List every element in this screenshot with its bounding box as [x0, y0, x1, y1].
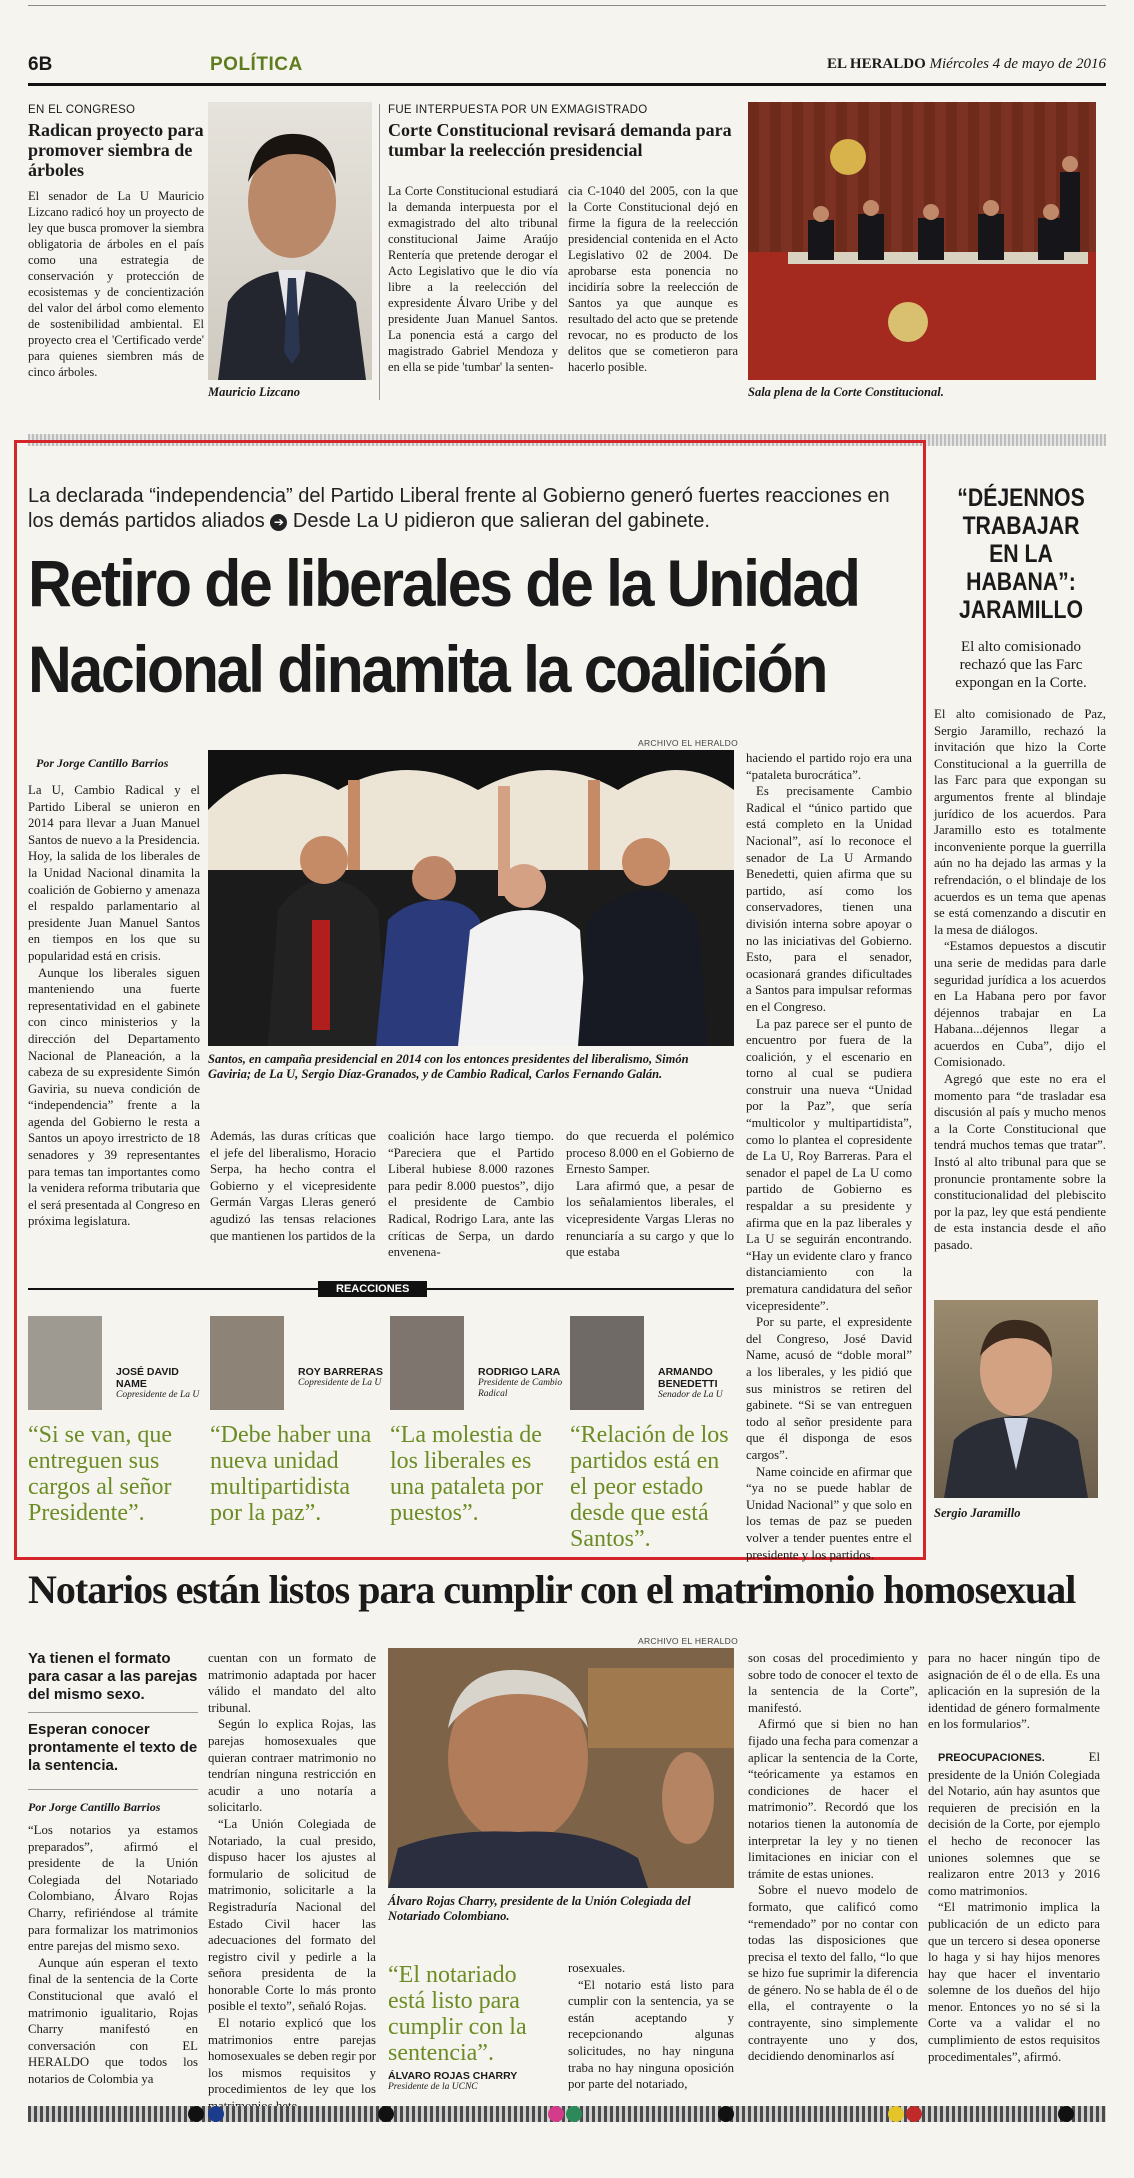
paragraph: do que recuerda el polémico proceso 8.000 en el Gobierno de Ernesto Samper.: [566, 1129, 734, 1177]
paragraph: La U, Cambio Radical y el Partido Liberal se unieron en 2014 para llevar a Juan Manuel Santos de nuevo a la Presidencia. Hoy, la salida de los liberales de la Unidad Nacional dinamita la coalición de Gobierno y amenaza el respaldo parlamentario al presidente Juan Manuel Santos en tiempos en los que su popularidad está en crisis.: [28, 783, 200, 963]
arrow-right-icon: ➔: [270, 514, 287, 531]
reaction-person: JOSÉ DAVID NAME: [116, 1366, 179, 1390]
registration-mark: [1058, 2106, 1074, 2122]
registration-mark: [548, 2106, 564, 2122]
photo-campaign: [208, 750, 734, 1046]
court-illustration: [748, 102, 1096, 380]
bottom-col4: [748, 1650, 918, 2065]
paragraph: “Estamos depuestos a discutir una serie de medidas para darle seguridad jurídica a los acuerdos en La Habana pero por favor déjennos trabajar en La Habana...déjennos llegar a acuerdos en Cuba”, dijo el Comisionado.: [934, 939, 1106, 1070]
brief-court-col2: cia C-1040 del 2005, con la que la Corte Constitucional dejó en firme la figura de la reelección presidencial contenida en el Acto Legislativo 02 de 2004. De aprobarse esta ponencia no incidiría sobre la reelección de Santos ya que aunque es resultado del acto que se pretende revocar, no es producto de los delitos que se cometieron para hacerlo posible.: [568, 184, 738, 374]
brief-title: Corte Constitucional revisará demanda para tumbar la reelección presidencial: [388, 120, 732, 160]
photo-credit: ARCHIVO EL HERALDO: [638, 1636, 739, 1646]
paragraph: Es precisamente Cambio Radical el “único partido que está completo en la Unidad Nacional”, así lo reconoce el senador de La U Armando Benedetti, quien afirma que su partido, así como los conservadores, tienen una división interna sobre apoyar o no las iniciativas del Gobierno. Esto, para el senador, ocasionará grandes dificultades a Santos para impulsar reformas en el Congreso.: [746, 784, 912, 1014]
paragraph: “El matrimonio implica la publicación de un edicto para que un tercero si desea oponerse lo haga y si hay hijos menores hay que hacer el inventario solemne de los dueños del hijo menor. Entonces yo no sé si la Corte va a validar el no cumplimiento de estos requisitos procedimentales”, afirmó.: [928, 1900, 1100, 2064]
pull-quote: “El notariado está listo para cumplir con la sentencia”.: [388, 1962, 527, 2066]
reaction-barreras: [210, 1316, 390, 1526]
reaction-person: RODRIGO LARA: [478, 1366, 561, 1378]
photo-lizcano: [208, 102, 372, 380]
brief-court: [388, 104, 738, 160]
brief-kicker: FUE INTERPUESTA POR UN EXMAGISTRADO: [388, 104, 648, 116]
paper-date: [827, 56, 1106, 73]
bottom-col1: [28, 1822, 198, 2088]
reaction-role: Senador de La U: [658, 1390, 723, 1400]
paragraph-text: El presidente de la Unión Colegiada del Notario, aún hay asuntos que requieren de precisión en la decisión de la Corte, por ejemplo el hecho de reconocer las uniones solemnes que se realizaron entre 2013 y 2016 como matrimonios.: [928, 1749, 1100, 1898]
teaser-2: Esperan conocer prontamente el texto de la sentencia.: [28, 1721, 198, 1790]
avatar: [570, 1316, 644, 1410]
photo-credit: ARCHIVO EL HERALDO: [638, 738, 739, 748]
paragraph: Afirmó que si bien no han fijado una fecha para comenzar a aplicar la sentencia de la Corte, “teóricamente ya estamos en condiciones de hacer el matrimonio”. Recordó que los notarios tienen la autonomía de interpretar la ley y no tienen limitaciones en iniciar con el trámite de estas uniones.: [748, 1717, 918, 1881]
registration-mark: [718, 2106, 734, 2122]
paragraph: [928, 1749, 1100, 1899]
reaction-person: ROY BARRERAS: [298, 1366, 383, 1378]
paragraph: son cosas del procedimiento y sobre todo de conocer el texto de la sentencia de la Corte”, manifestó.: [748, 1651, 918, 1715]
reaction-id: [478, 1366, 568, 1400]
sidebar-body: [934, 706, 1106, 1254]
paragraph: La paz parece ser el punto de encuentro por fuera de la coalición, y el escenario en torno al cual se pudiera construir una nueva “Unidad por la Paz”, que sería “multicolor y multipartidista”, como lo plantea el copresidente de La U, Roy Barreras. Para el senador el papel de La U como partido de Gobierno es respaldar a su presidente y afirma que en la paz liberales y La U se seguirán encontrando. “Hay un evidente claro y franco distanciamiento con la prematura candidatura del señor vicepresidente”.: [746, 1016, 912, 1313]
reaction-id: [116, 1366, 206, 1401]
photo-court-plenary: [748, 102, 1096, 380]
brief-title: Radican proyecto para promover siembra de árboles: [28, 120, 204, 180]
portrait-illustration: [208, 102, 372, 380]
lead-text-b: Desde La U pidieron que salieran del gabinete.: [292, 510, 710, 532]
paragraph: Aunque aún esperan el texto final de la sentencia de la Corte Constitucional que avaló el matrimonio igualitario, Rojas Charry manifestó en conversación con EL HERALDO que todos los notarios de Colombia ya: [28, 1955, 198, 2086]
photo-caption-campaign: Santos, en campaña presidencial en 2014 con los entonces presidentes del liberalismo, Simón Gaviria; de La U, Sergio Díaz-Granados, y de Cambio Radical, Carlos Fernando Galán.: [208, 1052, 689, 1081]
reaction-quote: “Si se van, que entreguen sus cargos al señor Presidente”.: [28, 1422, 172, 1526]
reaction-benedetti: [570, 1316, 742, 1552]
reaction-role: Presidente de Cambio Radical: [478, 1378, 563, 1399]
reaction-role: Copresidente de La U: [298, 1378, 382, 1388]
feature-col1: [28, 782, 200, 1230]
portrait-illustration: [388, 1648, 734, 1888]
paragraph: El notario explicó que los matrimonios entre parejas homosexuales se deben regir por los mismos requisitos y procedimientos de ley que los: [208, 2016, 376, 2097]
photo-caption-court: Sala plena de la Corte Constitucional.: [748, 385, 944, 399]
paragraph: Por su parte, el expresidente del Congreso, José David Name, acusó de “doble moral” a los liberales, y les pidió que sus ministros se retiren del gabinete. “Si se van entreguen todo al señor presidente para que él disponga de esos cargos”.: [746, 1315, 912, 1462]
lead-text: La declarada “independencia” del Partido Liberal frente al Gobierno generó fuertes reacciones en los demás partidos aliados: [28, 485, 890, 532]
paragraph: haciendo el partido rojo era una “pataleta burocrática”.: [746, 751, 912, 782]
paragraph: “Los notarios ya estamos preparados”, afirmó el presidente de la Unión Colegiada del Notariado Colombiano, Álvaro Rojas Charry, refiriéndose al trámite para formalizar los matrimonios entre parejas del mismo sexo.: [28, 1823, 198, 1954]
photo-jaramillo: [934, 1300, 1098, 1498]
brief-trees: [28, 104, 204, 380]
paragraph: Según lo explica Rojas, las parejas homosexuales que quieran contraer matrimonio no tendrían ninguna restricción en acudir a uno notaría a solicitarlo.: [208, 1717, 376, 1815]
brief-court-col1: La Corte Constitucional estudiará la demanda interpuesta por el exmagistrado del alto tribunal constitucional Jaime Araújo Rentería que pretende derogar el Acto Legislativo que le dio vía libre a la reelección del expresidente Álvaro Uribe y del presidente Juan Manuel Santos. La ponencia está a cargo del magistrado Gabriel Mendoza y en ella se pide 'tumbar' la senten-: [388, 184, 558, 374]
campaign-illustration: [208, 750, 734, 1046]
avatar: [210, 1316, 284, 1410]
bottom-headline: Notarios están listos para cumplir con el matrimonio homosexual: [28, 1567, 1076, 1612]
bottom-col3: [568, 1960, 734, 2093]
paragraph: “El notario está listo para cumplir con la sentencia, ya se están aceptando y recepcionando algunas solicitudes, no hay ninguna traba no hay ninguna oposición por parte del notariado,: [568, 1977, 734, 2092]
sidebar-headline: “DÉJENNOS TRABAJAR EN LA HABANA”: JARAMILLO: [957, 484, 1085, 624]
paragraph: rosexuales.: [568, 1961, 626, 1975]
brief-kicker: EN EL CONGRESO: [28, 104, 136, 116]
reaction-quote: “Debe haber una nueva unidad multipartidista por la paz”.: [210, 1422, 372, 1526]
registration-mark: [188, 2106, 204, 2122]
reaction-name: [28, 1316, 208, 1526]
photo-caption-jaramillo: Sergio Jaramillo: [934, 1506, 1021, 1520]
paragraph: Aunque los liberales siguen manteniendo una fuerte representatividad en el gabinete con cinco ministerios y la dirección del Departamento Nacional de Planeación, a la cabeza de su expresidente Simón Gaviria, su nueva condición de “independencia” frente a la agenda del Gobierno le resta a Santos un apoyo irrestricto de 18 senadores y 39 representantes para temas tan importantes como la venidera reforma tributaria que el será presentada al Congreso en próxima legislatura.: [28, 965, 200, 1229]
reaction-quote: “La molestia de los liberales es una pataleta por puestos”.: [390, 1422, 544, 1526]
photo-caption-rojas: Álvaro Rojas Charry, presidente de la Unión Colegiada del Notariado Colombiano.: [388, 1894, 691, 1923]
avatar: [28, 1316, 102, 1410]
registration-mark: [378, 2106, 394, 2122]
feature-headline-line1: Retiro de liberales de la Unidad: [28, 546, 859, 620]
page-number: 6B: [28, 54, 53, 75]
sidebar-subhead: El alto comisionado rechazó que las Farc expongan en la Corte.: [955, 639, 1087, 691]
paragraph: “La Unión Colegiada de Notariado, la cual presido, dispuso hacer los ajustes al formulario de solicitud de matrimonio, solicitarle a la Registraduría Nacional del Estado Civil hacer las adecuaciones del formato del registro civil y pedirle a la señora presidenta de la honorable Corte lo más pronto posible el texto”, señaló Rojas.: [208, 1816, 376, 2014]
bottom-col2: [208, 1650, 376, 2115]
portrait-illustration: [934, 1300, 1098, 1498]
pull-quote-name: ÁLVARO ROJAS CHARRY: [388, 2070, 518, 2082]
brief-body: El senador de La U Mauricio Lizcano radicó hoy un proyecto de ley que busca promover la siembra obligatoria de árboles en el país como una estrategia de conservación y protección de ecosistemas y de concientización del valor del árbol como elemento de sostenibilidad ambiental. El proyecto crea el 'Certificado verde' para quienes siembren más de cinco árboles.: [28, 189, 204, 379]
paragraph: Agregó que este no era el momento para “de trasladar esa discusión al país y mucho menos a la Corte Constitucional que tendrá muchos temas que tratar”. Instó al alto tribunal para que se pronuncie prontamente sobre la constitucionalidad del plebiscito por la paz, ley que está pendiente de esta instancia desde el año pasado.: [934, 1072, 1106, 1252]
reaction-lara: [390, 1316, 570, 1526]
photo-caption-lizcano: Mauricio Lizcano: [208, 385, 301, 399]
feature-col5: [746, 750, 912, 1563]
reaction-id: [658, 1366, 742, 1401]
registration-mark: [888, 2106, 904, 2122]
paragraph: para no hacer ningún tipo de asignación de él o de ella. Es una aplicación en la supresión de la identidad de género formalmente en los formularios”.: [928, 1651, 1100, 1732]
registration-mark: [906, 2106, 922, 2122]
column-divider: [379, 104, 380, 400]
reactions-label: REACCIONES: [318, 1281, 427, 1297]
paper-name: EL HERALDO: [826, 56, 926, 72]
registration-mark: [566, 2106, 582, 2122]
paragraph: Sobre el nuevo modelo de formato, que calificó como “remendado” por no contar con todas las disposiciones que precisa el texto del fallo, “lo que se hizo fue suprimir la diferencia de género. No se habla de él o de ella, el contrayente o la contrayente, sino simplemente contrayente uno y dos, decidiendo denominarlos así: [748, 1883, 918, 2064]
bottom-teasers: [28, 1650, 198, 1815]
issue-date: Miércoles 4 de mayo de 2016: [929, 56, 1106, 72]
pull-quote-box: [388, 1962, 558, 2093]
bottom-col5: [928, 1650, 1100, 2065]
bottom-byline: Por Jorge Cantillo Barrios: [28, 1800, 161, 1814]
feature-headline-line2: Nacional dinamita la coalición: [28, 632, 827, 706]
photo-rojas: [388, 1648, 734, 1888]
reaction-role: Copresidente de La U: [116, 1390, 200, 1400]
reaction-id: [298, 1366, 388, 1389]
reaction-quote: “Relación de los partidos está en el peor estado desde que está Santos”.: [570, 1422, 729, 1552]
reaction-person: ARMANDO BENEDETTI: [658, 1366, 718, 1390]
pull-quote-role: Presidente de la UCNC: [388, 2082, 478, 2092]
paragraph: Lara afirmó que, a pesar de los señalamientos liberales, el vicepresidente Vargas Lleras no renunciaría a su cargo y que lo que estaba: [566, 1178, 734, 1260]
top-rule: [28, 0, 1106, 6]
registration-mark: [208, 2106, 224, 2122]
subhead-kicker: PREOCUPACIONES.: [938, 1751, 1045, 1764]
feature-lead: [28, 484, 908, 534]
feature-byline: Por Jorge Cantillo Barrios: [36, 756, 169, 770]
sidebar-jaramillo: [936, 484, 1106, 692]
avatar: [390, 1316, 464, 1410]
paragraph: cuentan con un formato de matrimonio adaptada por hacer válido el mandato del alto tribunal.: [208, 1651, 376, 1715]
section-name: POLÍTICA: [210, 54, 303, 75]
page-header: [28, 50, 1106, 86]
feature-col3: coalición hace largo tiempo. “Pareciera que el Partido Liberal hubiese 8.000 razones para pedir 8.000 puestos”, dijo el presidente de Cambio Radical, Rodrigo Lara, ante las críticas de Serpa, un dardo envenena-: [388, 1129, 554, 1260]
feature-col2: Además, las duras críticas que el jefe del liberalismo, Horacio Serpa, ha hecho contra el Gobierno y el vicepresidente Germán Vargas Lleras generó agudizó las tensas relaciones que mantienen los partidos de la: [210, 1129, 376, 1243]
feature-col4: [566, 1128, 734, 1261]
paragraph: El alto comisionado de Paz, Sergio Jaramillo, rechazó la invitación que hizo la Corte Constitucional a la guerrilla de las Farc para que expongan su argumentos frente al blindaje jurídico de los acuerdos. Para Jaramillo esto es totalmente inconveniente porque la guerrilla aún no ha dejado las armas y la refrendación, o el blindaje de los acuerdos es un tema que apenas se está comenzando a discutir en la mesa de diálogos.: [934, 707, 1106, 937]
teaser-1: Ya tienen el formato para casar a las parejas del mismo sexo.: [28, 1650, 198, 1713]
paragraph: Name coincide en afirmar que “ya no se puede hablar de Unidad Nacional” y que solo en los temas de paz se pueden volver a tender puentes entre el presidente y los partidos.: [746, 1464, 912, 1562]
